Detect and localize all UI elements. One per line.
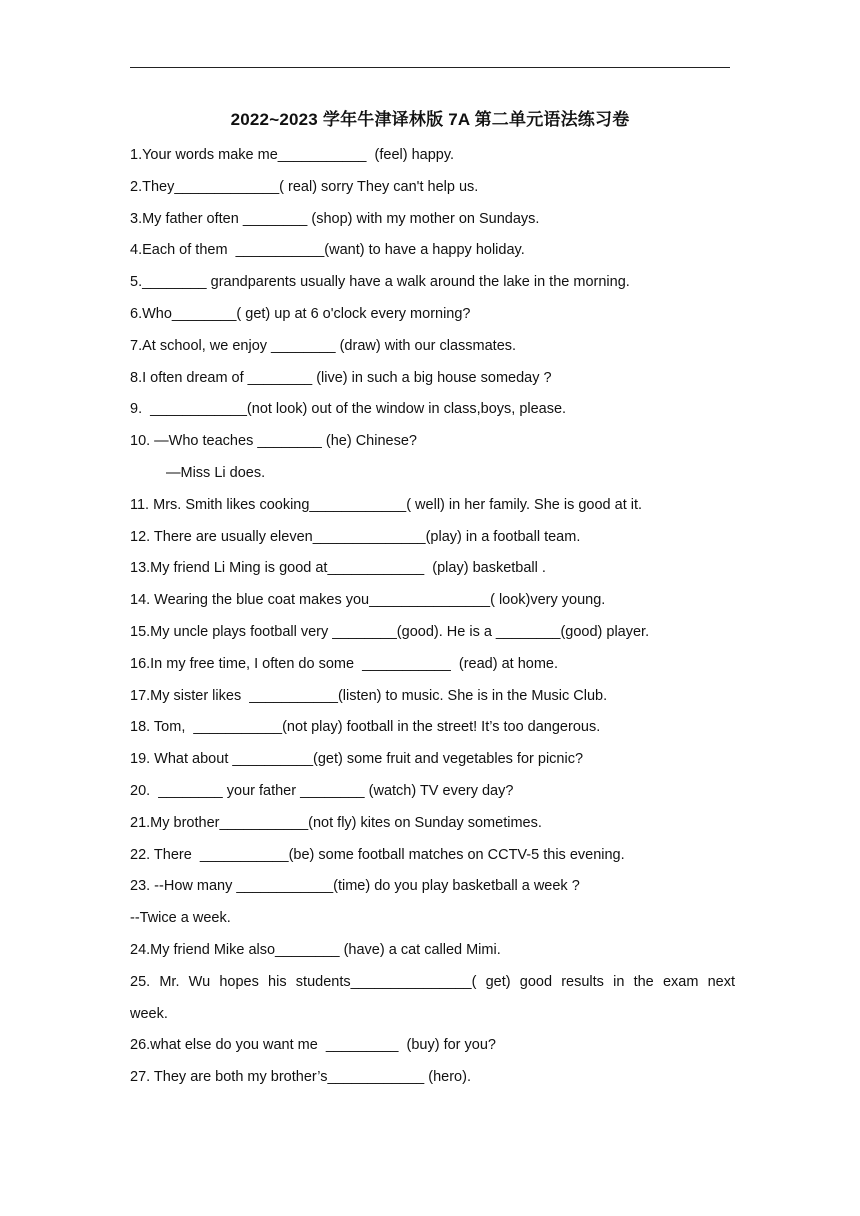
question-line: 25. Mr. Wu hopes his students_______________( get) good results in the exam next: [130, 973, 735, 990]
answer-line: --Twice a week.: [130, 910, 231, 927]
question-line: 12. There are usually eleven______________(play) in a football team.: [130, 528, 581, 545]
question-line: 19. What about __________(get) some fruit and vegetables for picnic?: [130, 751, 584, 768]
question-line: 7.At school, we enjoy ________ (draw) with our classmates.: [130, 337, 517, 354]
question-line: 14. Wearing the blue coat makes you_______________( look)very young.: [130, 592, 606, 609]
question-line: 15.My uncle plays football very ________(good). He is a ________(good) player.: [130, 623, 650, 640]
question-line: 3.My father often ________ (shop) with my mother on Sundays.: [130, 210, 540, 227]
question-line: 27. They are both my brother’s____________ (hero).: [130, 1069, 471, 1086]
question-line: 10. —Who teaches ________ (he) Chinese?: [130, 433, 417, 450]
question-line: 6.Who________( get) up at 6 o'clock every morning?: [130, 305, 471, 322]
question-line: 18. Tom, ___________(not play) football in the street! It’s too dangerous.: [130, 719, 601, 736]
question-line: 17.My sister likes ___________(listen) to music. She is in the Music Club.: [130, 687, 608, 704]
question-line: 20. ________ your father ________ (watch) TV every day?: [130, 782, 514, 799]
page-title: 2022~2023 学年牛津译林版 7A 第二单元语法练习卷: [230, 110, 630, 129]
header-rule: [130, 67, 730, 68]
answer-line: —Miss Li does.: [166, 464, 266, 481]
question-line: 9. ____________(not look) out of the window in class,boys, please.: [130, 401, 567, 418]
question-line: 16.In my free time, I often do some ___________ (read) at home.: [130, 655, 558, 672]
question-line: 1.Your words make me___________ (feel) happy.: [130, 147, 455, 163]
question-line: 23. --How many ____________(time) do you play basketball a week ?: [130, 878, 580, 895]
question-line: 13.My friend Li Ming is good at____________ (play) basketball .: [130, 560, 546, 577]
question-line: 8.I often dream of ________ (live) in such a big house someday ?: [130, 369, 552, 386]
question-line: 26.what else do you want me _________ (buy) for you?: [130, 1037, 496, 1054]
question-line-continuation: week.: [130, 1005, 168, 1022]
question-line: 22. There ___________(be) some football matches on CCTV-5 this evening.: [130, 846, 625, 863]
question-line: 5.________ grandparents usually have a walk around the lake in the morning.: [130, 274, 630, 291]
question-line: 11. Mrs. Smith likes cooking____________( well) in her family. She is good at it.: [130, 496, 643, 513]
question-line: 21.My brother___________(not fly) kites on Sunday sometimes.: [130, 814, 542, 831]
question-line: 24.My friend Mike also________ (have) a cat called Mimi.: [130, 941, 501, 958]
question-list: [130, 142, 735, 1096]
question-line: 4.Each of them ___________(want) to have a happy holiday.: [130, 242, 525, 259]
question-line: 2.They_____________( real) sorry They can't help us.: [130, 178, 479, 195]
